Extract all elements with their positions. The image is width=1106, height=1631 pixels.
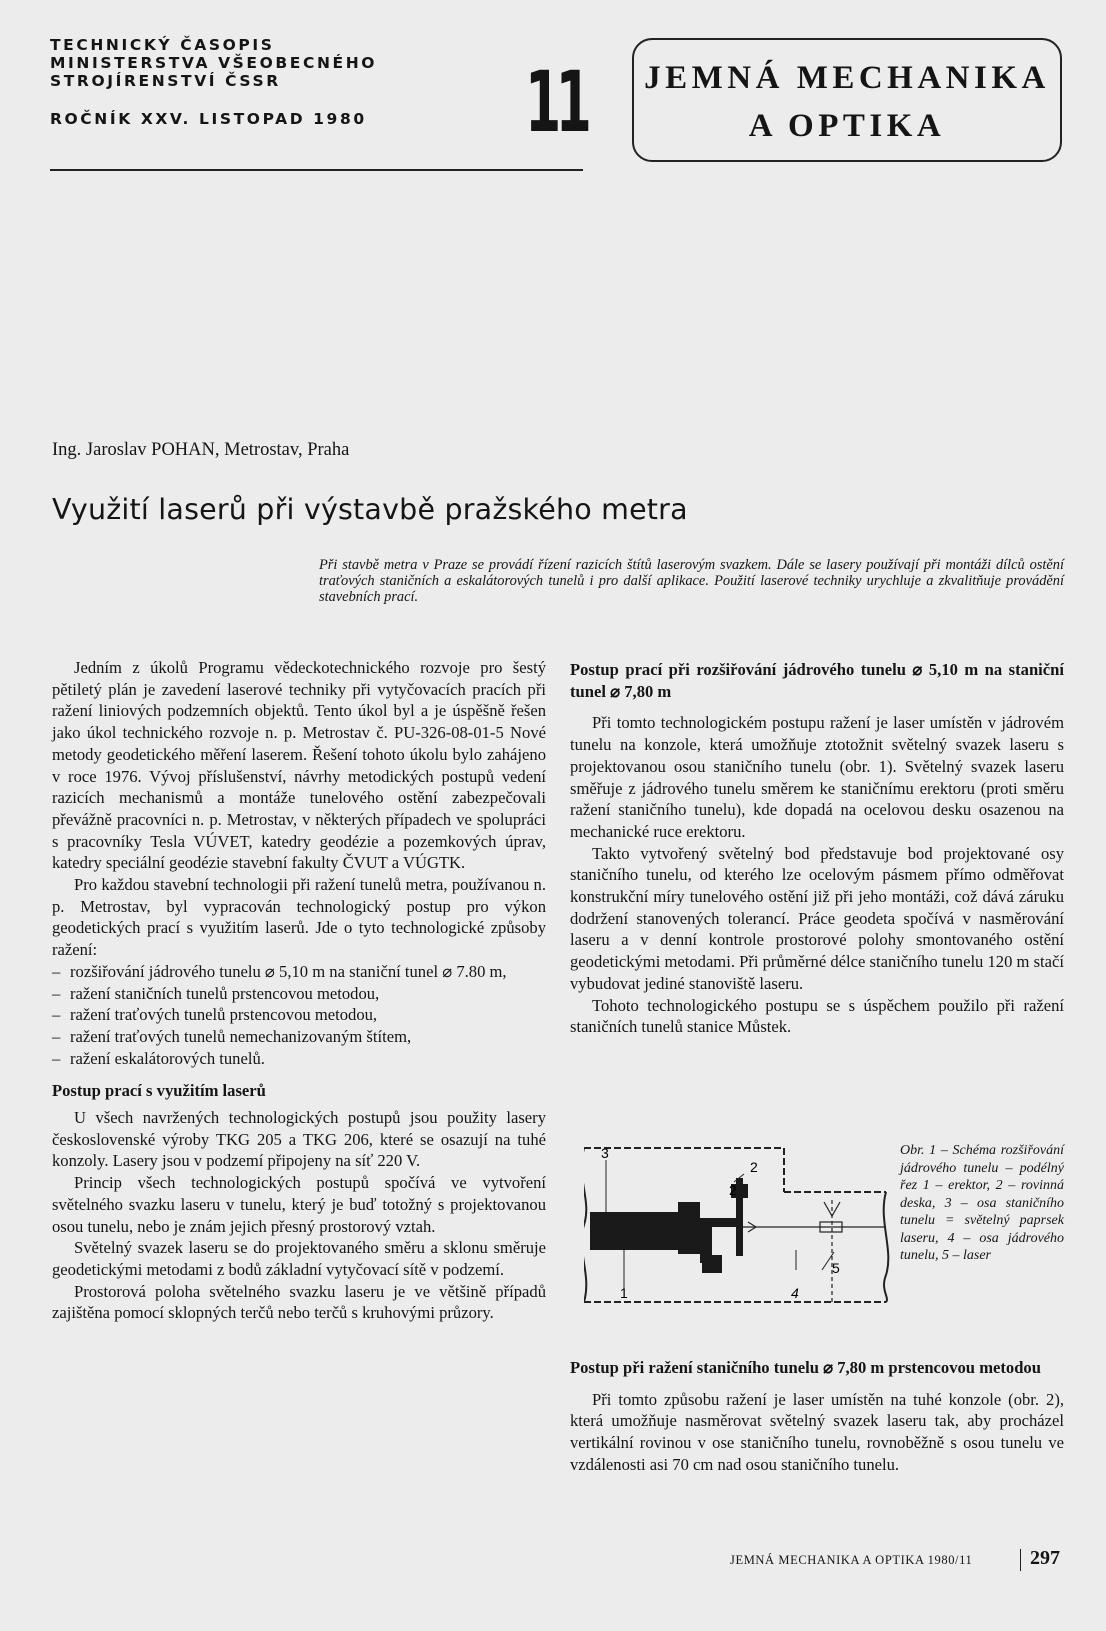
figure-label-3: 3 [601, 1145, 609, 1161]
figure-1-caption: Obr. 1 – Schéma rozšiřování jádrového tunelu – podélný řez 1 – erektor, 2 – rovinná deska, 3 – osa staničního tunelu = světelný paprsek laseru, 4 – osa jádrového tunelu, 5 – laser [900, 1143, 1064, 1263]
paragraph: Takto vytvořený světelný bod představuje bod projektované osy staničního tunelu, od kterého lze ocelovým pásmem přímo odměřovat konstrukční míry tunelového ostění již při jeho montáži, což dává záruku dodržení stanovených tolerancí. Práce geodeta spočívá v nasměrování laseru a v denní kontrole prostorové polohy smontovaného ostění geodetickými metodami. Při průměrné délce staničního tunelu 120 m stačí vybudovat jediné stanoviště laseru. [570, 843, 1064, 993]
footer-journal: JEMNÁ MECHANIKA A OPTIKA 1980/11 [730, 1553, 973, 1567]
paragraph: Při tomto způsobu ražení je laser umístěn na tuhé konzole (obr. 2), která umožňuje nasměrovat světelný svazek laseru tak, aby procházel vertikální rovinou v ose staničního tunelu, rovnoběžně s osou tunelu ve vzdálenosti asi 70 cm nad osou staničního tunelu. [570, 1389, 1064, 1474]
paragraph: Princip všech technologických postupů spočívá ve vytvoření světelného svazku laseru v tunelu, který je buď totožný s projektovanou osou tunelu, nebo je znám jejich přesný prostorový vztah. [52, 1173, 546, 1236]
header-rule [50, 169, 583, 171]
figure-label-1: 1 [620, 1285, 628, 1301]
list-item: – ražení traťových tunelů prstencovou metodou, [52, 1005, 378, 1025]
figure-label-5: 5 [832, 1260, 840, 1276]
article-author: Ing. Jaroslav POHAN, Metrostav, Praha [52, 440, 350, 460]
footer-divider [1020, 1549, 1021, 1571]
article-title: Využití laserů při výstavbě pražského metra [52, 493, 688, 526]
journal-title-line: JEMNÁ MECHANIKA [644, 60, 1050, 96]
list-item: – rozšiřování jádrového tunelu ⌀ 5,10 m na staniční tunel ⌀ 7.80 m, [52, 961, 507, 981]
list-item: – ražení traťových tunelů nemechanizovaným štítem, [52, 1026, 412, 1046]
figure-label-2: 2 [750, 1159, 758, 1175]
volume-line: ROČNÍK XXV. LISTOPAD 1980 [50, 110, 367, 128]
publisher-line: MINISTERSTVA VŠEOBECNÉHO [50, 54, 378, 72]
figure-label-2b: 2 [729, 1182, 737, 1198]
publisher-line: STROJÍRENSTVÍ ČSSR [50, 72, 281, 90]
right-column-lower [570, 1357, 1064, 1476]
page-number: 297 [1030, 1547, 1060, 1569]
article-abstract: Při stavbě metra v Praze se provádí řízení razicích štítů laserovým svazkem. Dále se lasery používají při montáži dílců ostění traťových staničních a eskalátorových tunelů i pro další aplikace. Použití laserové techniky urychluje a zkvalitňuje provádění stavebních prací. [319, 557, 1064, 605]
journal-title-box [632, 38, 1062, 162]
paragraph: Jedním z úkolů Programu vědeckotechnického rozvoje pro šestý pětiletý plán je zavedení laserové techniky při vytyčovacích pracích při ražení liniových podzemních objektů. Tento úkol byl a je úspěšně řešen jako úkol technického rozvoje n. p. Metrostav č. PU-326-08-01-5 Nové metody geodetického měření laserem. Řešení tohoto úkolu bylo zahájeno v roce 1976. Vývoj příslušenství, návrhy metodických postupů vedení razicích mechanismů a montáže tunelového ostění zabezpečovali převážně pracovníci n. p. Metrostav, v některých případech ve spolupráci s pracovníky Tesla VÚVET, katedry geodézie a pozemkových úprav, katedry speciální geodézie stavební fakulty ČVUT a VÚGTK. [52, 658, 546, 873]
laser-beam [743, 1200, 886, 1302]
section-heading: Postup prací při rozšiřování jádrového tunelu ⌀ 5,10 m na staniční tunel ⌀ 7,80 m [570, 660, 1064, 701]
issue-number: 11 [525, 53, 587, 151]
publisher-block [50, 36, 377, 128]
paragraph: Tohoto technologického postupu se s úspěchem použilo při ražení staničních tunelů stanice Můstek. [570, 995, 1064, 1037]
section-heading: Postup prací s využitím laserů [52, 1081, 266, 1101]
paragraph: Při tomto technologickém postupu ražení je laser umístěn v jádrovém tunelu na konzole, která umožňuje ztotožnit světelný svazek laseru s projektovanou osou staničního tunelu (obr. 1). Světelný svazek laseru směřuje z jádrového tunelu směrem ke staničnímu erektoru (proti směru ražení staničního tunelu), kde dopadá na ocelovou desku osazenou na mechanické ruce erektoru. [570, 713, 1064, 841]
paragraph: Světelný svazek laseru se do projektovaného směru a sklonu směruje geodetickými metodami z bodů základní vytyčovací sítě v podzemí. [52, 1238, 546, 1279]
paragraph: Pro každou stavební technologii při ražení tunelů metra, používanou n. p. Metrostav, byl vypracován technologický postup pro výkon geodetických prací s využitím laserů. Jde o tyto technologické způsoby ražení: [52, 875, 546, 960]
left-column [52, 657, 546, 1324]
publisher-line: TECHNICKÝ ČASOPIS [50, 36, 275, 54]
right-column [570, 659, 1064, 1038]
paragraph: U všech navržených technologických postupů jsou použity lasery československé výroby TKG 205 a TKG 206, které se osazují na tuhé konzoly. Lasery jsou v podzemí připojeny na síť 220 V. [52, 1108, 546, 1171]
journal-title-line: A OPTIKA [748, 108, 946, 144]
section-heading: Postup při ražení staničního tunelu ⌀ 7,80 m prstencovou metodou [570, 1358, 1041, 1377]
paragraph: Prostorová poloha světelného svazku laseru je ve většině případů zajištěna pomocí sklopných terčů nebo terčů s kruhovými průzory. [52, 1281, 546, 1323]
list-item: – ražení eskalátorových tunelů. [52, 1048, 265, 1068]
figure-1-diagram [584, 1140, 894, 1310]
figure-label-4: 4 [791, 1285, 799, 1301]
erector [590, 1178, 748, 1273]
list-item: – ražení staničních tunelů prstencovou metodou, [52, 983, 380, 1003]
